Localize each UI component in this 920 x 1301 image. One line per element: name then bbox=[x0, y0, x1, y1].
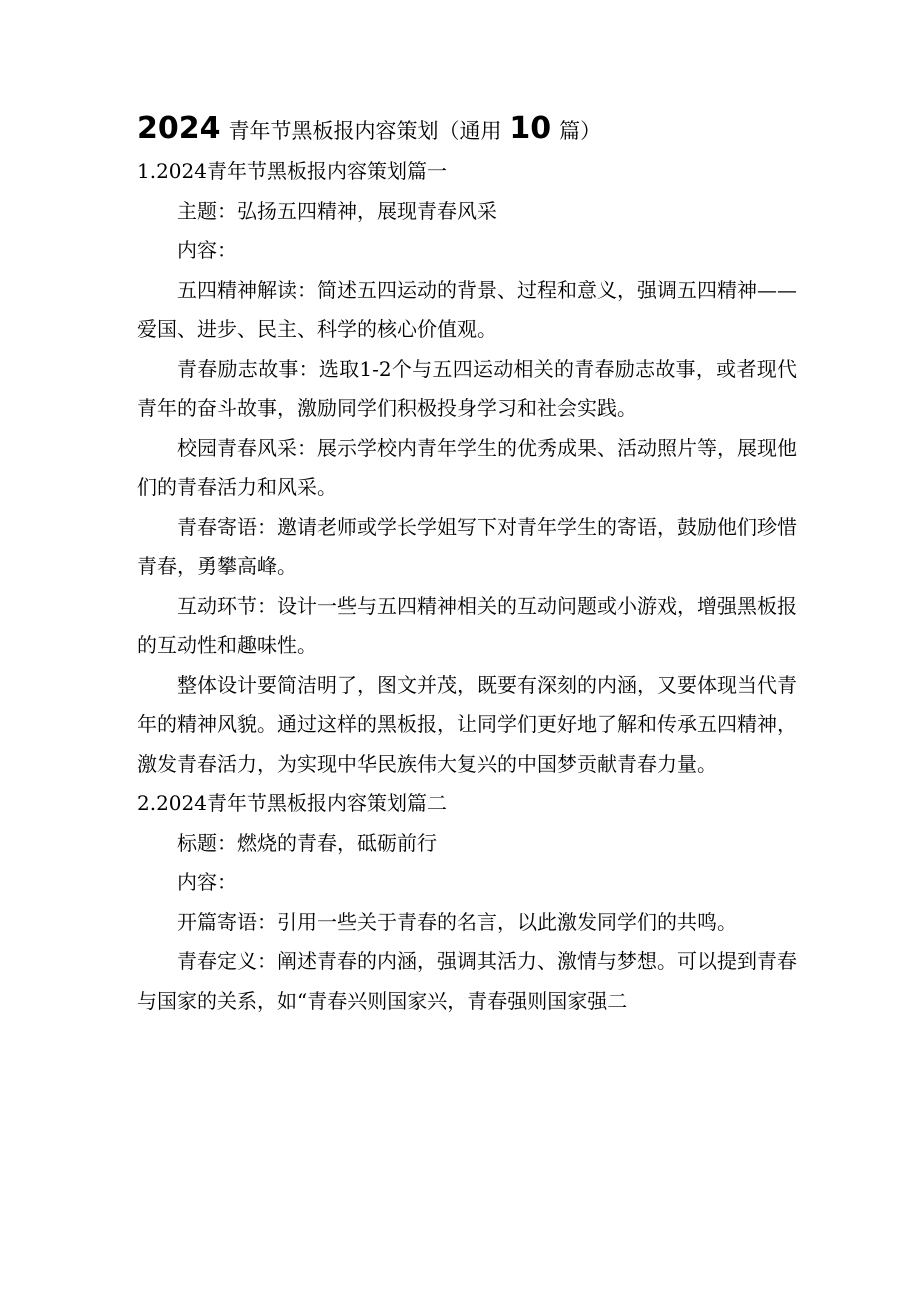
title-year: 2024 bbox=[137, 111, 221, 146]
paragraph: 互动环节：设计一些与五四精神相关的互动问题或小游戏，增强黑板报的互动性和趣味性。 bbox=[137, 593, 797, 657]
paragraph: 整体设计要简洁明了，图文并茂，既要有深刻的内涵，又要体现当代青年的精神风貌。通过这样的黑板报，让同学们更好地了解和传承五四精神，激发青春活力，为实现中华民族伟大复兴的中国梦贡献青春力量。 bbox=[137, 672, 797, 776]
paragraph: 校园青春风采：展示学校内青年学生的优秀成果、活动照片等，展现他们的青春活力和风采。 bbox=[137, 435, 797, 499]
section-heading: 2.2024青年节黑板报内容策划篇二 bbox=[137, 791, 447, 815]
title-count: 10 bbox=[509, 111, 552, 146]
paragraph: 开篇寄语：引用一些关于青春的名言，以此激发同学们的共鸣。 bbox=[177, 909, 737, 934]
paragraph-theme: 主题：弘扬五四精神，展现青春风采 bbox=[177, 198, 497, 223]
section-2 bbox=[137, 784, 797, 1021]
paragraph: 青春寄语：邀请老师或学长学姐写下对青年学生的寄语，鼓励他们珍惜青春，勇攀高峰。 bbox=[137, 514, 797, 578]
title-main: 青年节黑板报内容策划（通用 bbox=[228, 119, 502, 143]
paragraph-content-label: 内容： bbox=[177, 870, 237, 894]
document-title bbox=[137, 112, 837, 148]
title-end: 篇） bbox=[559, 119, 602, 143]
paragraph: 青春励志故事：选取1-2个与五四运动相关的青春励志故事，或者现代青年的奋斗故事，激励同学们积极投身学习和社会实践。 bbox=[137, 356, 797, 420]
paragraph-title: 标题：燃烧的青春，砥砺前行 bbox=[177, 830, 437, 855]
document-body bbox=[137, 152, 797, 1021]
section-1 bbox=[137, 152, 797, 784]
paragraph: 青春定义：阐述青春的内涵，强调其活力、激情与梦想。可以提到青春与国家的关系，如“青春兴则国家兴，青春强则国家强二 bbox=[137, 949, 797, 1013]
paragraph-content-label: 内容： bbox=[177, 238, 237, 262]
paragraph: 五四精神解读：简述五四运动的背景、过程和意义，强调五四精神——爱国、进步、民主、科学的核心价值观。 bbox=[137, 277, 797, 341]
section-heading: 1.2024青年节黑板报内容策划篇一 bbox=[137, 159, 447, 183]
